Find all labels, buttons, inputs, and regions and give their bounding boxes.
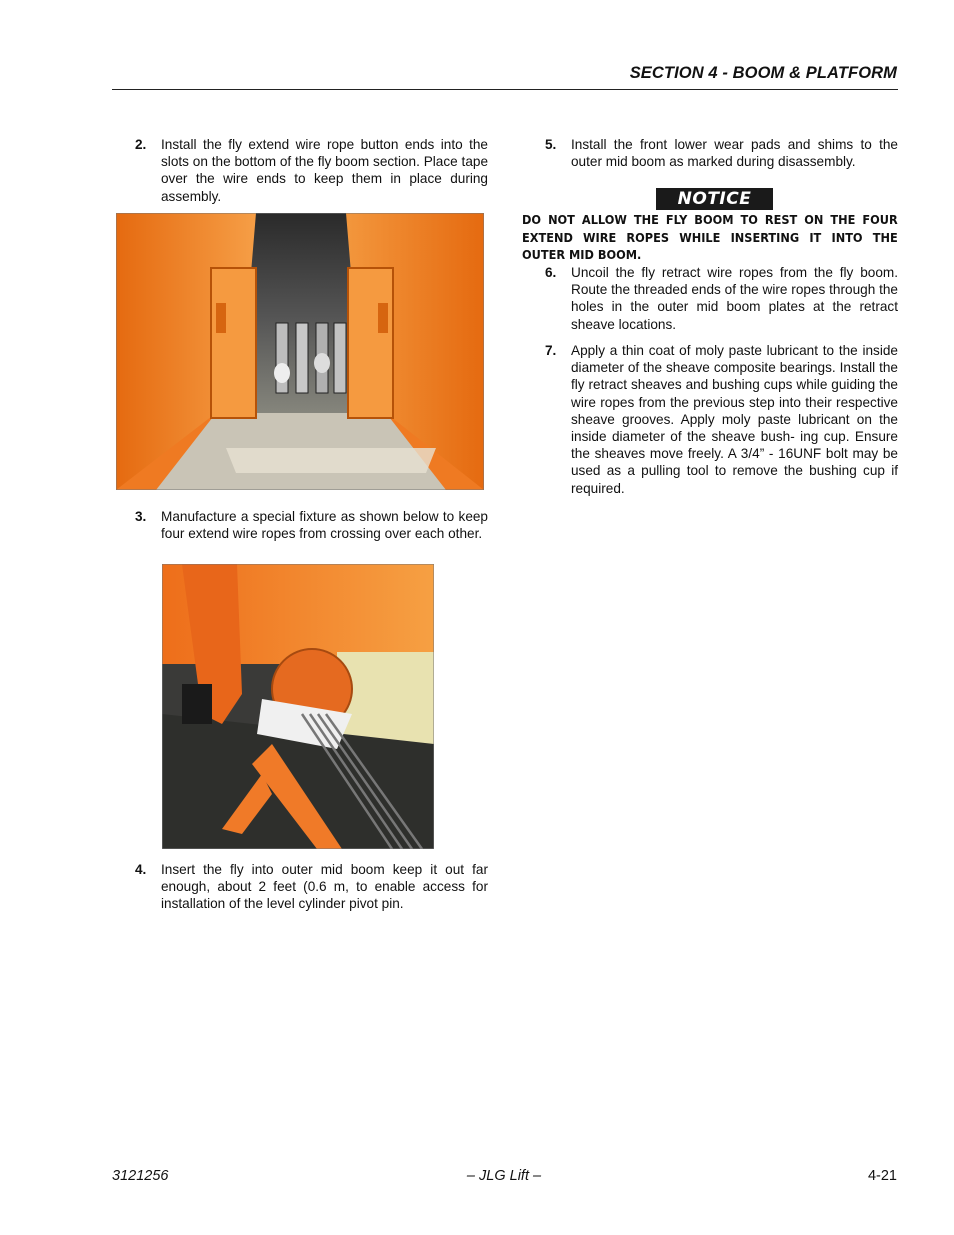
- page-number: 4-21: [867, 1168, 897, 1184]
- step-number: 3.: [135, 509, 147, 524]
- step-3: [135, 508, 489, 560]
- step-number: 2.: [135, 137, 147, 152]
- step-number: 4.: [135, 862, 147, 877]
- step-text: Insert the fly into outer mid boom keep it out far enough, about 2 feet (0.6 m, to enable access for installation of the level cylinder pivot pin.: [161, 862, 488, 912]
- step-7: [545, 342, 898, 502]
- header-divider: [112, 89, 898, 90]
- step-text: Uncoil the fly retract wire ropes from the fly boom. Route the threaded ends of the wire ropes through the holes in the outer mid boom plates at the retract sheave locations.: [571, 265, 898, 332]
- section-title: SECTION 4 - BOOM & PLATFORM: [629, 64, 897, 82]
- step-6: [545, 264, 898, 334]
- notice-label: NOTICE: [656, 188, 773, 210]
- notice-text: DO NOT ALLOW THE FLY BOOM TO REST ON THE FOUR EXTEND WIRE ROPES WHILE INSERTING IT INTO THE OUTER MID BOOM.: [522, 213, 898, 262]
- step-2: [135, 136, 489, 206]
- step-5: [545, 136, 898, 171]
- step-text: Install the fly extend wire rope button ends into the slots on the bottom of the fly boom section. Place tape over the wire ends to keep them in place during assembly.: [161, 137, 488, 204]
- step-text: Apply a thin coat of moly paste lubricant to the inside diameter of the sheave composite bearings. Install the fly retract sheaves and bushing cups while guiding the wire ropes from the previous step into their respective sheave grooves. Apply moly paste lubricant on the inside diameter of the sheave bush- ing cup. Ensure the sheaves move freely. A 3/4” - 16UNF bolt may be used as a pulling tool to remove the bushing cup if required.: [571, 343, 898, 496]
- step-number: 6.: [545, 265, 557, 280]
- document-number: 3121256: [112, 1168, 169, 1184]
- step-text: Manufacture a special fixture as shown below to keep four extend wire ropes from crossing over each other.: [161, 509, 488, 542]
- step-4: [135, 861, 489, 913]
- step-number: 5.: [545, 137, 557, 152]
- footer-brand: – JLG Lift –: [466, 1168, 542, 1184]
- wire-rope-fixture-photo: [162, 564, 434, 849]
- step-number: 7.: [545, 343, 557, 358]
- fly-boom-wire-rope-photo: [116, 213, 484, 490]
- step-text: Install the front lower wear pads and shims to the outer mid boom as marked during disassembly.: [571, 137, 898, 170]
